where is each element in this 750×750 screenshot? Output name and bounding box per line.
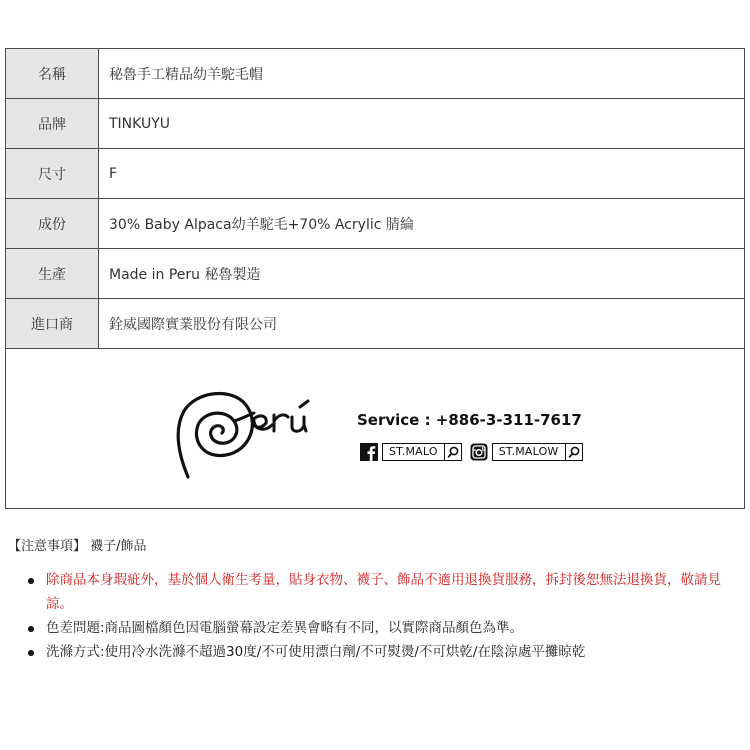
spec-value: TINKUYU <box>99 99 745 149</box>
peru-spiral-logo <box>174 389 324 481</box>
notice-text: 色差問題:商品圖檔顏色因電腦螢幕設定差異會略有不同，以實際商品顏色為準。 <box>46 620 524 636</box>
notice-text: 除商品本身瑕疵外，基於個人衛生考量，貼身衣物、襪子、飾品不適用退換貨服務，拆封後恕無法退換貨，敬請見諒。 <box>46 572 721 612</box>
instagram-search-box[interactable] <box>492 443 583 461</box>
brand-area <box>6 349 744 508</box>
spec-row-size <box>6 149 745 199</box>
spec-label: 品牌 <box>6 99 99 149</box>
spec-row-name <box>6 49 745 99</box>
instagram-icon[interactable] <box>470 443 488 461</box>
spec-label: 生產 <box>6 249 99 299</box>
spec-label: 成份 <box>6 199 99 249</box>
facebook-handle: ST.MALO <box>383 444 445 460</box>
service-phone: Service : +886-3-311-7617 <box>357 411 582 429</box>
spec-label: 名稱 <box>6 49 99 99</box>
notice-item-washing <box>28 640 728 664</box>
brand-row <box>6 349 745 509</box>
brand-cell <box>6 349 745 509</box>
spec-row-material <box>6 199 745 249</box>
instagram-handle: ST.MALOW <box>493 444 566 460</box>
spec-value: 30% Baby Alpaca幼羊駝毛+70% Acrylic 腈綸 <box>99 199 745 249</box>
social-links <box>360 442 591 462</box>
spec-label: 進口商 <box>6 299 99 349</box>
spec-value: 銓威國際實業股份有限公司 <box>99 299 745 349</box>
product-spec-table <box>5 48 745 509</box>
bullet-dot <box>28 578 34 584</box>
spec-label: 尺寸 <box>6 149 99 199</box>
notice-title: 【注意事項】 襪子/飾品 <box>8 539 147 554</box>
spec-value: F <box>99 149 745 199</box>
spec-row-importer <box>6 299 745 349</box>
bullet-dot <box>28 626 34 632</box>
facebook-icon[interactable] <box>360 443 378 461</box>
search-icon[interactable] <box>445 444 461 460</box>
spec-row-origin <box>6 249 745 299</box>
spec-value: Made in Peru 秘魯製造 <box>99 249 745 299</box>
notice-list <box>28 568 728 664</box>
bullet-dot <box>28 650 34 656</box>
notice-item-color-difference <box>28 616 728 640</box>
spec-row-brand <box>6 99 745 149</box>
notice-text: 洗滌方式:使用冷水洗滌不超過30度/不可使用漂白劑/不可熨燙/不可烘乾/在陰涼處平攤晾乾 <box>46 644 586 660</box>
spec-value: 秘魯手工精品幼羊駝毛帽 <box>99 49 745 99</box>
search-icon[interactable] <box>566 444 582 460</box>
facebook-search-box[interactable] <box>382 443 462 461</box>
notice-item-return-policy <box>28 568 728 616</box>
